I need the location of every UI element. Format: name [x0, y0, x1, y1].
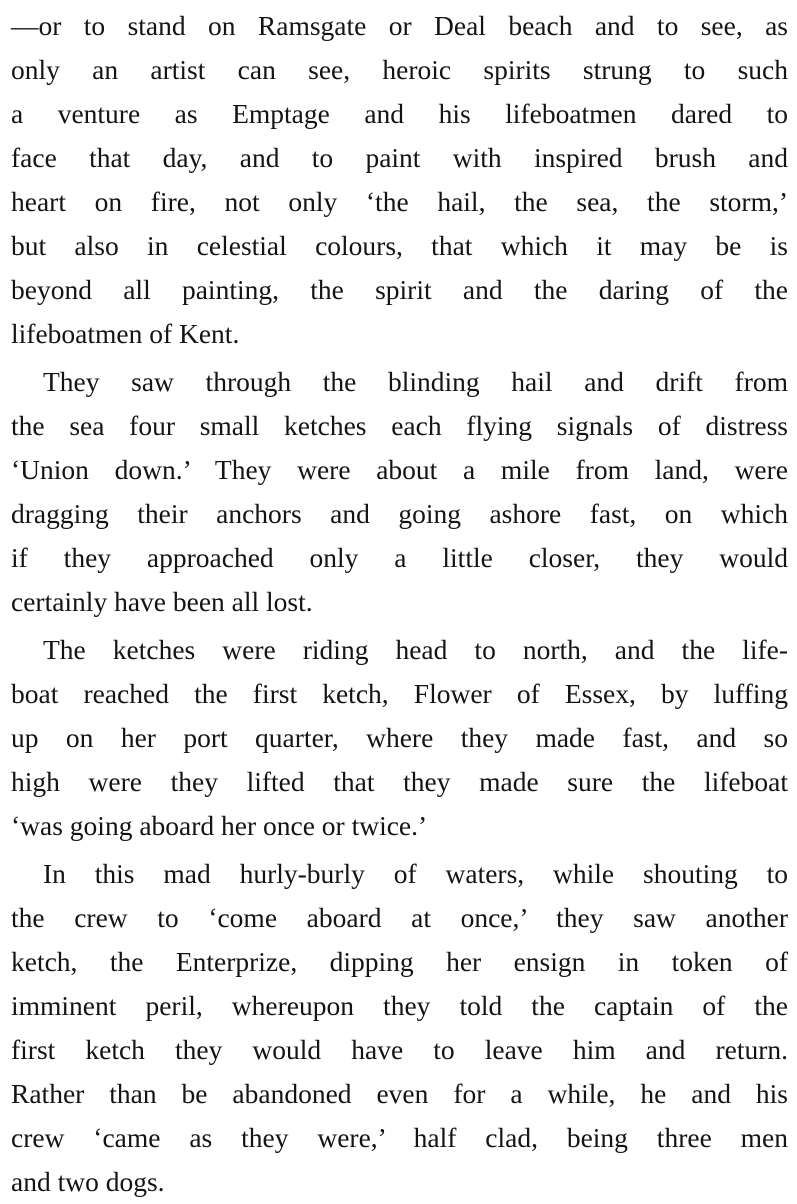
- text-line: but also in celestial colours, that which it may be is: [11, 230, 788, 261]
- paragraph-1: [11, 4, 788, 356]
- text-line: dragging their anchors and going ashore fast, on which: [11, 498, 788, 529]
- text-line: beyond all painting, the spirit and the daring of the: [11, 274, 788, 305]
- text-line: high were they lifted that they made sure the lifeboat: [11, 766, 788, 797]
- paragraph-4: [11, 852, 788, 1204]
- text-line: up on her port quarter, where they made fast, and so: [11, 722, 788, 753]
- text-line: heart on fire, not only ‘the hail, the sea, the storm,’: [11, 186, 788, 217]
- text-line: ‘was going aboard her once or twice.’: [11, 810, 428, 841]
- text-line: if they approached only a little closer, they would: [11, 542, 788, 573]
- text-line: —or to stand on Ramsgate or Deal beach and to see, as: [11, 10, 788, 41]
- paragraph-2: [11, 360, 788, 624]
- text-line: ‘Union down.’ They were about a mile from land, were: [11, 454, 788, 485]
- text-line: The ketches were riding head to north, and the life-: [43, 634, 788, 665]
- text-line: the sea four small ketches each flying signals of distress: [11, 410, 788, 441]
- text-line: They saw through the blinding hail and drift from: [43, 366, 788, 397]
- text-line: a venture as Emptage and his lifeboatmen dared to: [11, 98, 788, 129]
- text-line: face that day, and to paint with inspired brush and: [11, 142, 788, 173]
- text-line: crew ‘came as they were,’ half clad, being three men: [11, 1122, 788, 1153]
- text-line: ketch, the Enterprize, dipping her ensign in token of: [11, 946, 788, 977]
- text-line: lifeboatmen of Kent.: [11, 318, 240, 349]
- text-line: In this mad hurly-burly of waters, while shouting to: [43, 858, 788, 889]
- text-line: certainly have been all lost.: [11, 586, 313, 617]
- paragraph-3: [11, 628, 788, 848]
- text-line: first ketch they would have to leave him and return.: [11, 1034, 788, 1065]
- text-line: boat reached the first ketch, Flower of Essex, by luffing: [11, 678, 788, 709]
- text-line: imminent peril, whereupon they told the captain of the: [11, 990, 788, 1021]
- text-line: the crew to ‘come aboard at once,’ they saw another: [11, 902, 788, 933]
- text-line: Rather than be abandoned even for a while, he and his: [11, 1078, 788, 1109]
- text-line: and two dogs.: [11, 1166, 165, 1197]
- text-line: only an artist can see, heroic spirits strung to such: [11, 54, 788, 85]
